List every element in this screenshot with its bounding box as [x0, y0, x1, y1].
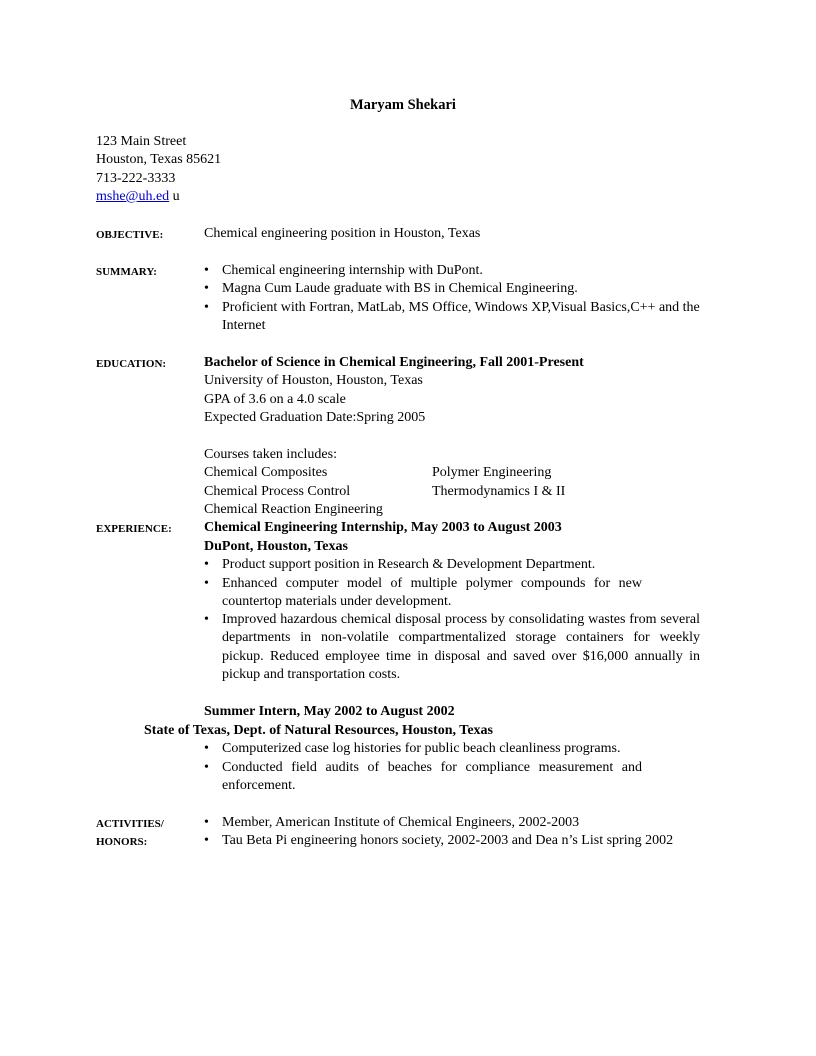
activity-item: Member, American Institute of Chemical Engineers, 2002-2003 [222, 815, 580, 830]
job-duty: Conducted field audits of beaches for compliance measurement and enforcement. [222, 760, 642, 794]
course-item: Thermodynamics I & II [432, 484, 566, 499]
experience-label: EXPERIENCE: [96, 523, 172, 535]
summary-item: Magna Cum Laude graduate with BS in Chemical Engineering. [222, 281, 578, 296]
email-suffix: u [169, 189, 180, 204]
job-duty: Computerized case log histories for public beach cleanliness programs. [222, 741, 621, 756]
bullet-marker: • [204, 741, 209, 756]
activities-label: ACTIVITIES/ [96, 818, 164, 830]
job-employer: DuPont, Houston, Texas [204, 539, 348, 554]
degree-title: Bachelor of Science in Chemical Engineering, Fall 2001-Present [204, 355, 584, 370]
job-title: Summer Intern, May 2002 to August 2002 [204, 704, 455, 719]
job-employer: State of Texas, Dept. of Natural Resources, Houston, Texas [144, 723, 493, 738]
bullet-marker: • [204, 576, 209, 591]
course-item: Chemical Process Control [204, 484, 351, 499]
bullet-marker: • [204, 300, 209, 315]
email-link[interactable]: mshe@uh.ed [96, 189, 170, 204]
job-title: Chemical Engineering Internship, May 2003 to August 2003 [204, 520, 562, 535]
bullet-marker: • [204, 815, 209, 830]
graduation-date: Expected Graduation Date:Spring 2005 [204, 410, 426, 425]
summary-label: SUMMARY: [96, 266, 157, 278]
education-label: EDUCATION: [96, 358, 167, 370]
bullet-marker: • [204, 557, 209, 572]
school-name: University of Houston, Houston, Texas [204, 373, 423, 388]
bullet-marker: • [204, 281, 209, 296]
summary-item: Proficient with Fortran, MatLab, MS Office, Windows XP,Visual Basics,C++ and the Internet [222, 300, 700, 334]
courses-heading: Courses taken includes: [204, 447, 337, 462]
bullet-marker: • [204, 833, 209, 848]
city-state-zip: Houston, Texas 85621 [96, 152, 222, 167]
job-duty: Improved hazardous chemical disposal process by consolidating wastes from several departments in non-volatile compartmentalized storage containers for weekly pickup. Reduced employee time in disposal and saved over $16,000 annually in pickup and transportation costs. [222, 612, 700, 683]
summary-item: Chemical engineering internship with DuPont. [222, 263, 483, 278]
course-item: Polymer Engineering [432, 465, 552, 480]
bullet-marker: • [204, 263, 209, 278]
phone-number: 713-222-3333 [96, 171, 176, 186]
bullet-marker: • [204, 612, 209, 627]
objective-label: OBJECTIVE: [96, 229, 164, 241]
gpa-text: GPA of 3.6 on a 4.0 scale [204, 392, 346, 407]
resume-name: Maryam Shekari [350, 97, 456, 113]
job-duty: Product support position in Research & Development Department. [222, 557, 596, 572]
activity-item: Tau Beta Pi engineering honors society, 2002-2003 and Dea n’s List spring 2002 [222, 833, 674, 848]
job-duty: Enhanced computer model of multiple polymer compounds for new countertop materials under development. [222, 576, 642, 610]
street-address: 123 Main Street [96, 134, 187, 149]
bullet-marker: • [204, 760, 209, 775]
course-item: Chemical Reaction Engineering [204, 502, 383, 517]
honors-label: HONORS: [96, 836, 148, 848]
objective-text: Chemical engineering position in Houston, Texas [204, 226, 481, 241]
course-item: Chemical Composites [204, 465, 328, 480]
email-line [96, 188, 180, 206]
